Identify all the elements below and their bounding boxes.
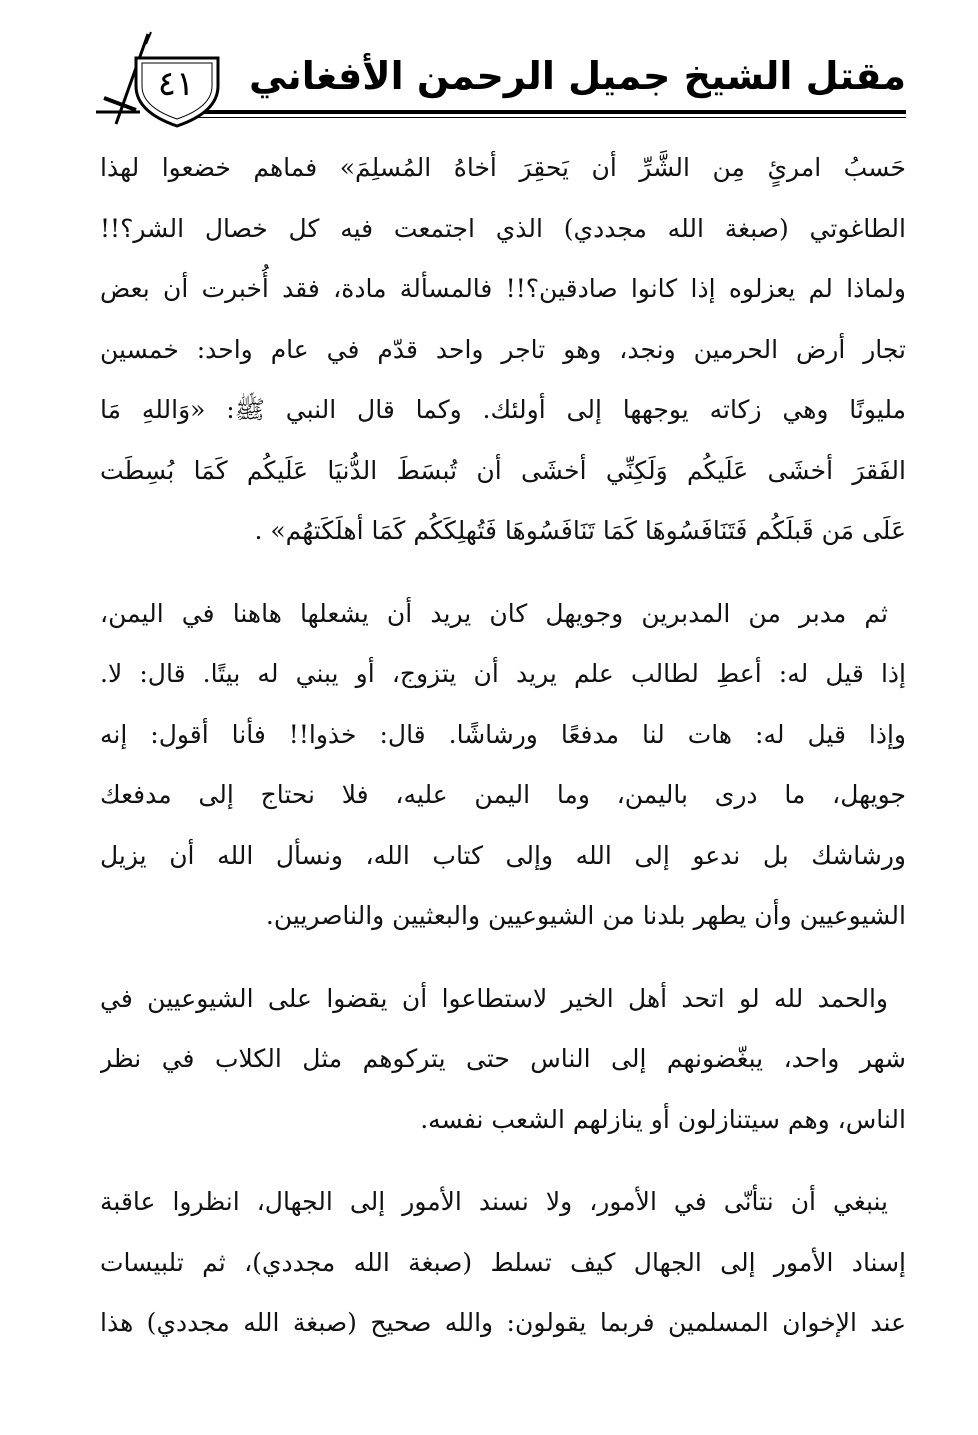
- text-line: الفَقرَ أخشَى عَلَيكُم وَلَكِنِّي أخشَى أن تُبسَطَ الدُّنيَا عَلَيكُم كَمَا بُسِطَت: [100, 455, 906, 485]
- paragraph: [100, 1172, 906, 1354]
- text-line: والحمد لله لو اتحد أهل الخير لاستطاعوا أن يقضوا على الشيوعيين في: [100, 983, 888, 1013]
- paragraph-gap: [100, 1150, 906, 1172]
- text-line: إسناد الأمور إلى الجهال كيف تسلط (صبغة الله مجددي)، ثم تلبيسات: [100, 1247, 906, 1277]
- text-line: تجار أرض الحرمين ونجد، وهو تاجر واحد قدّم في عام واحد: خمسين: [100, 334, 906, 364]
- text-line: الطاغوتي (صبغة الله مجددي) الذي اجتمعت فيه كل خصال الشر؟!!: [100, 213, 906, 243]
- paragraph: [100, 138, 906, 562]
- text-line: إذا قيل له: أعطِ لطالب علم يريد أن يتزوج، أو يبني له بيتًا. قال: لا.: [100, 659, 906, 688]
- header-rule: [196, 110, 906, 114]
- text-line: ورشاشك بل ندعو إلى الله وإلى كتاب الله، ونسأل الله أن يزيل: [100, 840, 906, 870]
- text-line: ينبغي أن نتأنّى في الأمور، ولا نسند الأمور إلى الجهال، انظروا عاقبة: [100, 1187, 888, 1216]
- text-line: شهر واحد، يبغّضونهم إلى الناس حتى يتركوهم مثل الكلاب في نظر: [100, 1044, 906, 1073]
- text-line: الناس، وهم سيتنازلون أو ينازلهم الشعب نفسه.: [420, 1104, 906, 1134]
- paragraph-gap: [100, 947, 906, 969]
- header-rule-thin: [196, 117, 906, 118]
- text-line: حَسبُ امرئٍ مِن الشَّرِّ أن يَحقِرَ أخاهُ المُسلِمَ» فماهم خضعوا لهذا: [100, 153, 906, 182]
- text-line: الشيوعيين وأن يطهر بلدنا من الشيوعيين والبعثيين والناصريين.: [265, 901, 906, 930]
- main-text: [100, 138, 906, 1354]
- text-line: وإذا قيل له: هات لنا مدفعًا ورشاشًا. قال: خذوا!! فأنا أقول: إنه: [100, 719, 906, 749]
- text-line: ثم مدبر من المدبرين وجويهل كان يريد أن يشعلها هاهنا في اليمن،: [100, 598, 888, 628]
- text-line: عَلَى مَن قَبلَكُم فَتَنَافَسُوهَا كَمَا تَنَافَسُوهَا فَتُهلِكَكُم كَمَا أهلَكَتهُم» .: [254, 516, 906, 545]
- running-header: [96, 28, 906, 128]
- text-line: جويهل، ما درى باليمن، وما اليمن عليه، فلا نحتاج إلى مدفعك: [100, 780, 906, 809]
- paragraph: [100, 584, 906, 947]
- text-line: مليونًا وهي زكاته يوجهها إلى أولئك. وكما قال النبي ﷺ: «وَاللهِ مَا: [100, 395, 906, 424]
- header-title: مقتل الشيخ جميل الرحمن الأفغاني: [248, 54, 906, 98]
- paragraph: [100, 969, 906, 1151]
- text-line: ولماذا لم يعزلوه إذا كانوا صادقين؟!! فالمسألة مادة، فقد أُخبرت أن بعض: [100, 274, 906, 303]
- page-number: ٤١: [157, 64, 195, 104]
- paragraph-gap: [100, 562, 906, 584]
- text-line: عند الإخوان المسلمين فربما يقولون: والله صحيح (صبغة الله مجددي) هذا: [100, 1308, 906, 1337]
